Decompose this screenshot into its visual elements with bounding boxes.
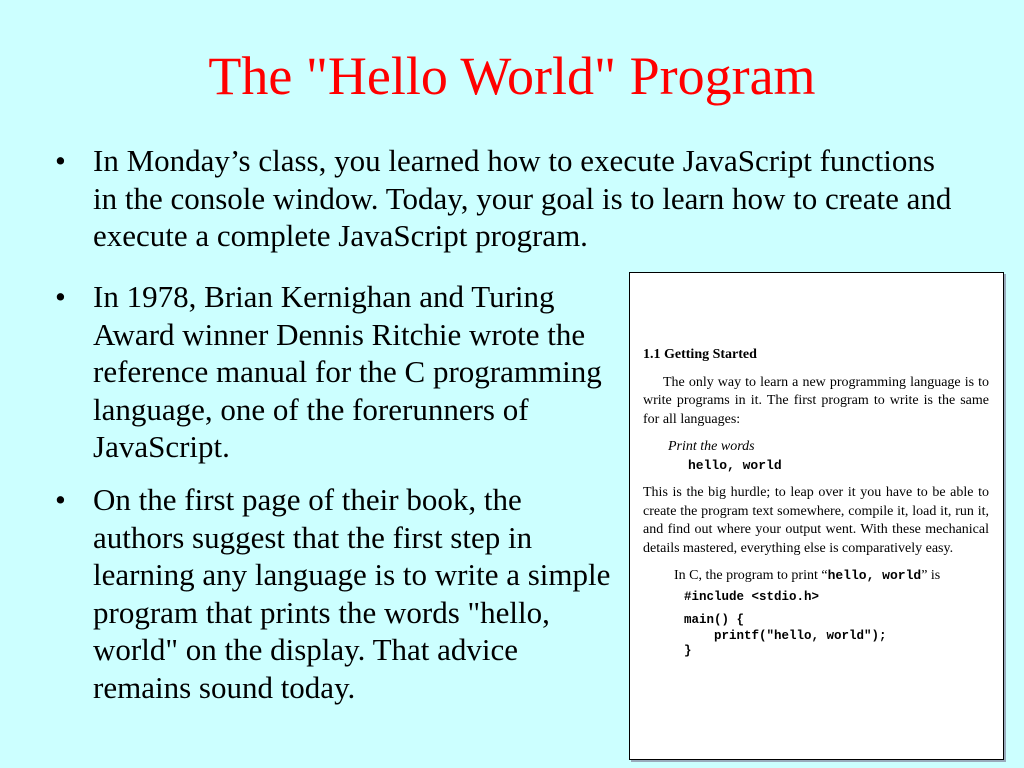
book-page-excerpt [629, 272, 1004, 760]
book-example-label: Print the words [668, 439, 755, 454]
book-example-code: hello, world [688, 457, 782, 473]
bullet-dot-icon: • [55, 279, 66, 314]
bullet-item [55, 142, 965, 255]
book-code-main: main() { printf("hello, world"); } [684, 613, 887, 658]
slide-title: The "Hello World" Program [208, 46, 816, 106]
book-paragraph: The only way to learn a new programming language is to write programs in it. The first program to write is the same for all languages: [643, 374, 989, 427]
book-code-include: #include <stdio.h> [684, 589, 820, 604]
book-program-intro-code: hello, world [827, 568, 922, 583]
book-program-intro-suffix: ” is [921, 568, 941, 583]
bullet-item [55, 481, 615, 707]
book-page-content [643, 346, 989, 660]
book-program-intro-prefix: In C, the program to print “ [674, 568, 828, 583]
bullet-text: In Monday’s class, you learned how to execute JavaScript functions in the console window. Today, your goal is to learn how to create and execute a complete JavaScript program. [93, 143, 952, 254]
book-example [668, 438, 989, 475]
bullet-text: On the first page of their book, the authors suggest that the first step in learning any language is to write a simple program that prints the words "hello, world" on the display. That advice remains sound today. [93, 482, 611, 705]
bullet-item [55, 278, 615, 466]
bullet-dot-icon: • [55, 143, 66, 178]
bullet-dot-icon: • [55, 482, 66, 517]
book-section-heading: 1.1 Getting Started [643, 347, 757, 362]
bullet-text: In 1978, Brian Kernighan and Turing Award winner Dennis Ritchie wrote the reference manual for the C programming language, one of the forerunners of JavaScript. [93, 279, 602, 465]
book-program-intro [674, 567, 989, 586]
book-paragraph: This is the big hurdle; to leap over it you have to be able to create the program text somewhere, compile it, load it, run it, and find out where your output went. With these mechanical details mastered, everything else is comparatively easy. [643, 485, 989, 556]
